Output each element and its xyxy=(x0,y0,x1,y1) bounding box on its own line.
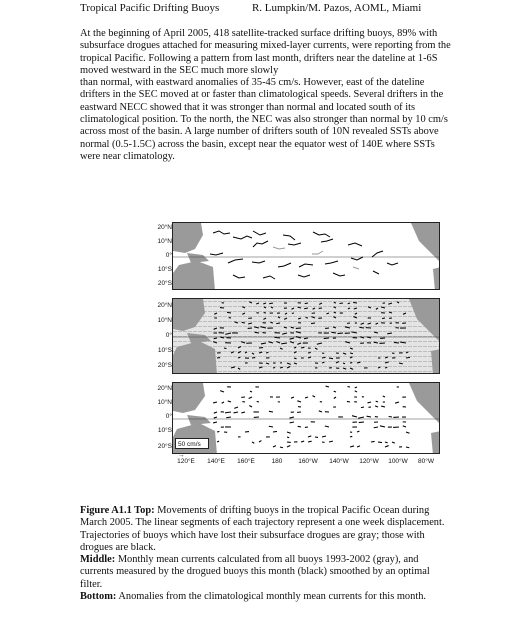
current-vector xyxy=(308,352,311,353)
caption-line: Trajectories of buoys which have lost their subsurface drogues are gray; those with xyxy=(80,529,425,541)
current-vector xyxy=(269,426,273,427)
paragraph-line: At the beginning of April 2005, 418 satellite-tracked surface drifting buoys, 89% with xyxy=(80,28,438,39)
lon-label: 160°W xyxy=(298,458,318,465)
australia-landmass xyxy=(173,261,215,290)
current-vector xyxy=(395,402,399,403)
current-vector xyxy=(284,327,287,328)
current-vector xyxy=(274,337,280,338)
drifter-figure xyxy=(150,222,440,472)
lon-label: 180 xyxy=(271,458,283,465)
current-vector xyxy=(403,426,406,427)
current-vector xyxy=(357,446,360,447)
current-vector xyxy=(319,411,322,412)
lat-label: 20°S xyxy=(157,280,172,287)
current-vector xyxy=(308,436,311,437)
header-author: R. Lumpkin/M. Pazos, AOML, Miami xyxy=(251,2,422,14)
current-vector xyxy=(329,441,333,442)
lat-label: 10°S xyxy=(157,266,172,273)
lon-label: 120°E xyxy=(177,458,195,465)
paragraph-line: were near climatology. xyxy=(80,150,175,162)
current-vector xyxy=(324,338,329,339)
current-vector xyxy=(347,401,350,402)
paragraph-line: subsurface drogues attached for measuring mixed-layer currents, were reporting from the xyxy=(80,40,451,52)
current-vector xyxy=(227,312,231,313)
paragraph-line: than normal, with eastward anomalies of 35-45 cm/s. However, east of the dateline xyxy=(80,77,425,89)
current-vector xyxy=(329,358,333,359)
current-vector xyxy=(270,322,273,323)
lat-label: 10°N xyxy=(157,238,172,245)
current-vector xyxy=(382,318,385,319)
current-vector xyxy=(273,431,277,432)
current-vector xyxy=(383,396,385,397)
paragraph-line: across most of the basin. A large number of drifters south of 10N revealed SSTs above xyxy=(80,126,439,138)
current-vector xyxy=(301,347,304,348)
caption-middle-label: Middle: xyxy=(80,554,116,566)
current-vector xyxy=(287,432,291,433)
lat-label: 10°S xyxy=(157,347,172,354)
lon-label: 100°W xyxy=(388,458,408,465)
current-vector xyxy=(359,422,364,423)
current-vector xyxy=(380,426,385,427)
lat-label: 10°N xyxy=(157,317,172,324)
current-vector xyxy=(374,427,378,428)
current-vector xyxy=(287,446,290,447)
top-panel-svg xyxy=(173,223,440,290)
current-vector xyxy=(357,431,359,432)
paragraph-line: drifters in the SEC moved at or faster than climatological speeds. Several drifters in the xyxy=(80,89,444,101)
current-vector xyxy=(322,362,324,363)
caption-line: March 2005. The linear segments of each trajectory represent a one week displacement. xyxy=(80,517,445,529)
caption-bottom-text: Anomalies from the climatological monthly mean currents for this month. xyxy=(116,591,426,603)
lat-label: 20°N xyxy=(157,385,172,392)
paragraph-line: tropical Pacific. Following a pattern from last month, drifters near the dateline at 1-6S xyxy=(80,52,438,64)
current-vector xyxy=(358,417,364,418)
current-vector xyxy=(374,332,378,333)
current-vector xyxy=(280,447,283,448)
caption-line: currents measured by the drogued buoys this month (black) smoothed by an optimal xyxy=(80,566,430,578)
paragraph-line: moved westward in the SEC much more slowly xyxy=(80,64,279,76)
caption-top-text: Movements of drifting buoys in the tropical Pacific Ocean during xyxy=(154,505,430,516)
current-vector xyxy=(394,342,399,343)
current-vector xyxy=(385,367,387,368)
current-vector xyxy=(371,441,375,442)
current-vector xyxy=(305,303,308,304)
current-vector xyxy=(355,391,357,392)
current-vector xyxy=(266,352,268,353)
current-vector xyxy=(214,412,217,413)
current-vector xyxy=(331,332,336,333)
current-vector xyxy=(276,323,280,324)
current-vector xyxy=(350,353,353,354)
current-vector xyxy=(350,446,354,447)
current-vector xyxy=(334,397,336,398)
current-vector xyxy=(378,442,382,443)
caption-middle-text: Monthly mean currents calculated from all buoys 1993-2002 (gray), and xyxy=(115,554,419,566)
current-vector xyxy=(213,422,217,423)
lat-label: 0° xyxy=(165,252,172,259)
current-vector xyxy=(249,406,252,407)
lat-label: 20°N xyxy=(157,224,172,231)
lat-label: 10°N xyxy=(157,399,172,406)
asia-landmass xyxy=(173,223,203,253)
caption-label: Figure A1.1 Top: xyxy=(80,505,155,516)
current-vector xyxy=(217,431,219,432)
current-vector xyxy=(269,303,273,304)
lon-label: 140°E xyxy=(207,458,225,465)
middle-panel-svg xyxy=(173,299,440,374)
current-vector xyxy=(233,412,238,413)
current-vector xyxy=(338,333,343,334)
current-vector xyxy=(343,363,345,364)
current-vector xyxy=(298,426,301,427)
current-vector xyxy=(291,397,294,398)
current-vector xyxy=(290,422,294,423)
current-vector xyxy=(350,436,352,437)
current-vector xyxy=(334,312,336,313)
current-vector xyxy=(322,436,326,437)
south-america-landmass xyxy=(431,431,440,454)
current-vector xyxy=(326,386,329,387)
current-vector xyxy=(225,412,231,413)
current-vector xyxy=(325,426,329,427)
current-vector xyxy=(257,401,259,402)
current-vector xyxy=(241,412,245,413)
current-vector xyxy=(252,442,254,443)
current-vector xyxy=(297,401,301,402)
current-vector xyxy=(375,406,378,407)
lon-label: 80°W xyxy=(418,458,434,465)
current-vector xyxy=(304,338,308,339)
current-vector xyxy=(280,367,283,368)
current-vector xyxy=(359,327,364,328)
lat-label: 0° xyxy=(165,332,172,339)
current-vector xyxy=(259,441,261,442)
current-vector xyxy=(213,402,217,403)
south-america-landmass xyxy=(433,267,440,290)
maritime-continent xyxy=(187,253,209,263)
current-vector xyxy=(238,357,240,358)
anomaly-vectors xyxy=(213,386,409,448)
current-vector xyxy=(334,391,336,392)
scale-legend: 50 cm/s → xyxy=(175,438,209,449)
current-vector xyxy=(312,396,315,397)
current-vector xyxy=(381,406,385,407)
current-vector xyxy=(249,397,252,398)
caption-bottom-label: Bottom: xyxy=(80,591,117,603)
current-vector xyxy=(352,416,357,417)
current-vector xyxy=(255,332,259,333)
current-vector xyxy=(234,407,238,408)
current-vector xyxy=(406,357,410,358)
bottom-panel-map xyxy=(172,382,440,454)
current-vector xyxy=(273,446,276,447)
current-vector xyxy=(250,391,252,392)
current-vector xyxy=(406,432,410,433)
lon-label: 160°E xyxy=(237,458,255,465)
current-vector xyxy=(304,308,308,309)
current-vector xyxy=(294,358,297,359)
paragraph-line: eastward NECC showed that it was stronger than normal and located south of its xyxy=(80,101,416,113)
caption-line: drogues are black. xyxy=(80,541,156,553)
lat-label: 10°S xyxy=(157,427,172,434)
current-vector xyxy=(367,402,371,403)
lon-label: 120°W xyxy=(359,458,379,465)
lat-label: 20°S xyxy=(157,362,172,369)
current-vector xyxy=(361,407,364,408)
current-vector xyxy=(367,416,371,417)
current-vector xyxy=(406,447,409,448)
current-vector xyxy=(385,446,389,447)
lat-label: 0° xyxy=(165,413,172,420)
current-vector xyxy=(214,338,217,339)
current-vector xyxy=(348,303,350,304)
current-vector xyxy=(301,441,304,442)
current-vector xyxy=(353,302,357,303)
current-vector xyxy=(308,441,312,442)
lat-label: 20°S xyxy=(157,443,172,450)
lat-label: 20°N xyxy=(157,302,172,309)
paragraph-line: climatological position. To the north, the NEC was also stronger than normal by 10 cm/s xyxy=(80,114,448,126)
page-header xyxy=(80,2,504,15)
current-vector xyxy=(242,322,245,323)
current-vector xyxy=(269,411,273,412)
current-vector xyxy=(376,401,378,402)
maritime-continent xyxy=(187,415,211,425)
current-vector xyxy=(385,442,388,443)
current-vector xyxy=(294,347,296,348)
current-vector xyxy=(291,327,294,328)
current-vector xyxy=(392,442,395,443)
current-vector xyxy=(355,387,357,388)
lon-label: 140°W xyxy=(329,458,349,465)
header-title: Tropical Pacific Drifting Buoys xyxy=(80,2,220,14)
paragraph-line: normal (0.5-1.5C) across the basin, except near the equator west of 140E where SSTs xyxy=(80,138,435,150)
body-paragraph xyxy=(80,28,507,163)
current-vector xyxy=(217,441,219,442)
current-vector xyxy=(389,416,392,417)
current-vector xyxy=(322,357,325,358)
top-panel-map xyxy=(172,222,440,290)
current-vector xyxy=(214,417,217,418)
middle-panel-map xyxy=(172,298,440,374)
current-vector xyxy=(220,391,224,392)
figure-caption xyxy=(80,505,510,603)
current-vector xyxy=(222,402,224,403)
current-vector xyxy=(224,348,226,349)
current-vector xyxy=(287,437,289,438)
asia-landmass xyxy=(173,383,205,413)
current-vector xyxy=(305,397,308,398)
current-vector xyxy=(334,302,336,303)
caption-line: filter. xyxy=(80,578,103,590)
bottom-panel-svg xyxy=(173,383,440,454)
drifter-trajectories xyxy=(210,231,398,279)
current-vector xyxy=(289,417,294,418)
current-vector xyxy=(226,417,231,418)
current-vector xyxy=(228,401,231,402)
current-vector xyxy=(311,323,315,324)
